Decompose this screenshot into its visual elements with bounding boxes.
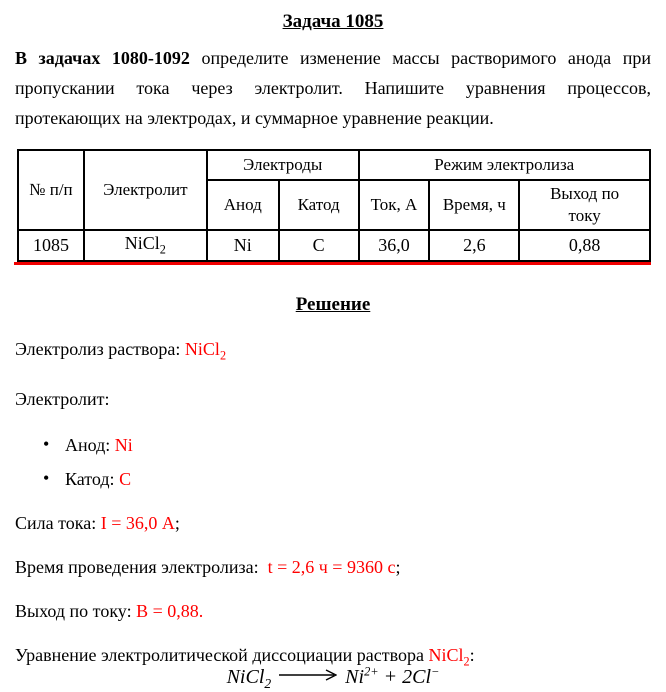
cell-anode: Ni — [207, 230, 279, 261]
time-value: t = 2,6 ч = 9360 с — [267, 557, 396, 578]
intro-text: определите изменение массы растворимого анода при пропускании тока через электролит. Напишите уравнения процессов, протекающих на электродах, и суммарное уравнение реакции. — [15, 48, 651, 128]
bullet-anode-label: Анод: — [65, 435, 115, 456]
equation-plus: + — [383, 665, 398, 688]
equation-rhs2 — [402, 666, 439, 688]
dissociation-formula-sub: 2 — [463, 654, 470, 669]
equation-rhs1 — [345, 666, 378, 688]
time-tail: ; — [395, 557, 401, 578]
page-title: Задача 1085 — [282, 11, 384, 32]
dissociation-equation — [0, 664, 666, 692]
time-line — [15, 556, 651, 578]
table-header-anode: Анод — [207, 180, 279, 230]
problem-table — [17, 149, 651, 262]
intro-paragraph — [15, 43, 651, 133]
bullet-cathode — [15, 468, 651, 490]
equation-lhs-base: NiCl — [226, 665, 265, 688]
table-header-yield-label: Выход по току — [550, 184, 620, 225]
current-tail: ; — [174, 513, 180, 534]
table-row — [18, 230, 650, 261]
current-line — [15, 512, 651, 534]
bullet-anode — [15, 434, 651, 456]
equation-rhs2-base: 2Cl — [402, 665, 432, 688]
table-header-time: Время, ч — [429, 180, 519, 230]
dissociation-formula — [428, 645, 470, 669]
equation-rhs1-sup: 2+ — [364, 664, 379, 678]
intro-bold-range: В задачах 1080-1092 — [15, 48, 190, 68]
bullet-icon: • — [43, 434, 50, 455]
electrolysis-formula-base: NiCl — [184, 338, 220, 359]
time-label: Время проведения электролиза: — [15, 557, 268, 578]
table-header-electrodes-group: Электроды — [207, 150, 359, 180]
dissociation-label: Уравнение электролитической диссоциации раствора — [15, 645, 429, 666]
cell-cathode: C — [279, 230, 359, 261]
current-value: I = 36,0 А — [100, 513, 175, 534]
yield-label: Выход по току: — [15, 601, 137, 622]
cell-electrolyte-base: NiCl — [124, 233, 160, 253]
bullet-anode-value: Ni — [114, 435, 133, 456]
table-header-mode-group: Режим электролиза — [359, 150, 650, 180]
electrolysis-formula — [184, 338, 227, 363]
table-header-current: Ток, А — [359, 180, 430, 230]
reaction-arrow-icon — [279, 669, 337, 681]
table-header-num: № п/п — [18, 150, 84, 230]
equation-rhs2-sup: − — [431, 664, 440, 678]
electrolysis-line — [15, 338, 651, 367]
table-header-electrolyte: Электролит — [84, 150, 207, 230]
solution-heading: Решение — [295, 293, 371, 315]
cell-electrolyte — [84, 230, 207, 261]
cell-electrolyte-sub: 2 — [159, 242, 166, 257]
table-header-cathode: Катод — [279, 180, 359, 230]
red-divider — [14, 262, 651, 265]
bullet-cathode-value: C — [119, 469, 132, 490]
cell-time: 2,6 — [429, 230, 519, 261]
yield-line — [15, 600, 651, 622]
electrode-list — [15, 434, 651, 490]
electrolyte-line: Электролит: — [15, 389, 110, 410]
cell-current: 36,0 — [359, 230, 430, 261]
dissociation-formula-base: NiCl — [428, 645, 464, 666]
electrolysis-formula-sub: 2 — [219, 348, 227, 363]
table-header-yield — [519, 180, 650, 230]
current-label: Сила тока: — [15, 513, 101, 534]
equation-lhs-sub: 2 — [264, 675, 272, 691]
yield-value: В = 0,88. — [136, 601, 204, 622]
bullet-icon: • — [43, 468, 50, 489]
equation-lhs — [226, 665, 272, 691]
cell-yield: 0,88 — [519, 230, 650, 261]
bullet-cathode-label: Катод: — [65, 469, 120, 490]
cell-num: 1085 — [18, 230, 84, 261]
electrolysis-label: Электролиз раствора: — [15, 338, 185, 359]
dissociation-tail: : — [469, 645, 475, 666]
equation-rhs1-base: Ni — [345, 665, 365, 688]
